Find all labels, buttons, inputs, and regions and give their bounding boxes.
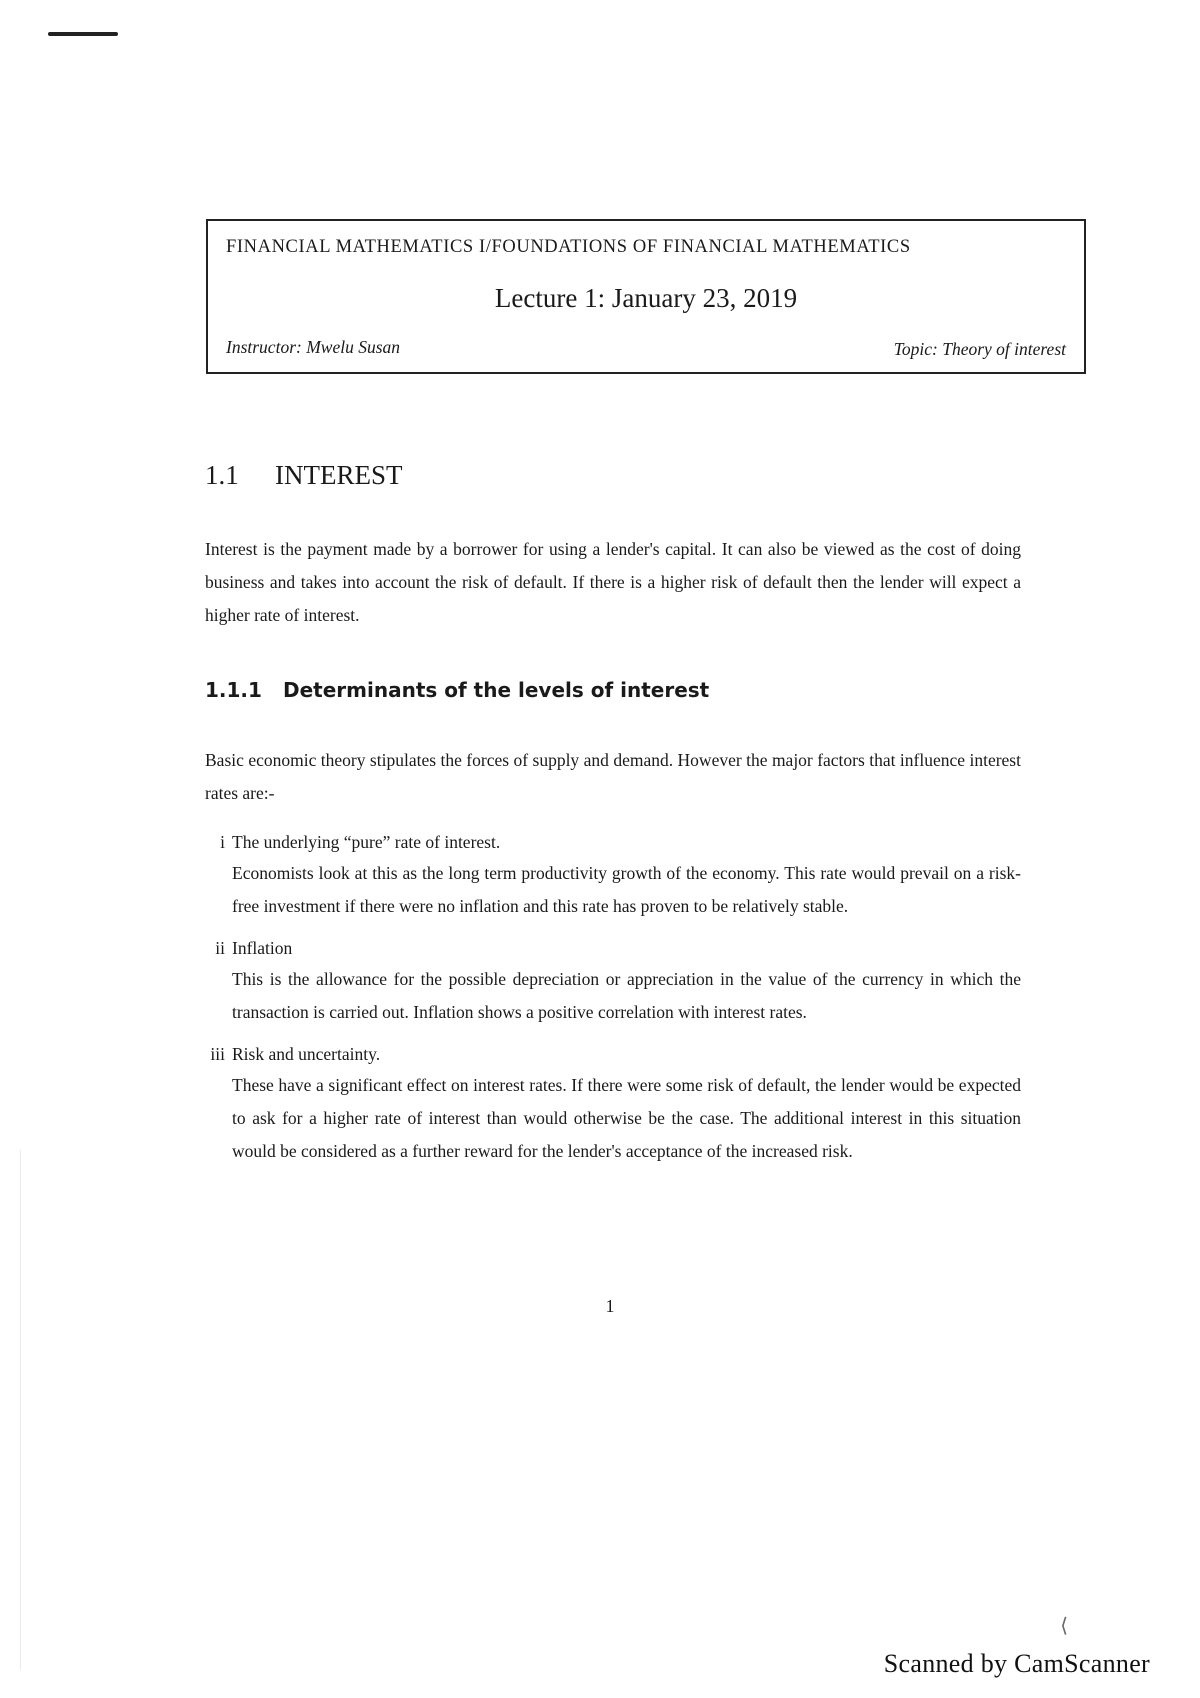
topic-label: Topic: Theory of interest	[893, 339, 1066, 359]
page-number: 1	[605, 1296, 615, 1316]
determinants-list	[205, 827, 1021, 1178]
scanner-watermark: Scanned by CamScanner	[883, 1649, 1150, 1678]
list-item-heading	[205, 827, 1021, 857]
list-item-body: This is the allowance for the possible depreciation or appreciation in the value of the currency in which the transaction is carried out. Inflation shows a positive correlation with interest rates.	[232, 969, 1021, 1022]
scan-edge-shadow	[20, 1150, 21, 1670]
scan-artifact-glyph: ⟨	[1060, 1615, 1068, 1637]
list-item	[205, 933, 1021, 1029]
list-item-title: The underlying “pure” rate of interest.	[232, 832, 501, 852]
interest-definition-paragraph: Interest is the payment made by a borrower for using a lender's capital. It can also be viewed as the cost of doing business and takes into account the risk of default. If there is a higher risk of default then the lender will expect a higher rate of interest.	[205, 539, 1021, 625]
instructor-label: Instructor: Mwelu Susan	[226, 337, 401, 357]
list-item-numeral: i	[220, 832, 225, 852]
list-item-numeral: ii	[215, 938, 225, 958]
section-number: 1.1	[205, 460, 239, 490]
course-title: FINANCIAL MATHEMATICS I/FOUNDATIONS OF FINANCIAL MATHEMATICS	[226, 237, 911, 257]
list-item-title: Inflation	[232, 938, 293, 958]
section-title: INTEREST	[275, 460, 403, 490]
list-item	[205, 827, 1021, 923]
list-item-numeral: iii	[210, 1044, 225, 1064]
list-item-title: Risk and uncertainty.	[232, 1044, 381, 1064]
list-item-heading	[205, 933, 1021, 963]
lecture-header-box	[206, 219, 1086, 374]
subsection-heading	[205, 678, 709, 702]
determinants-intro-paragraph: Basic economic theory stipulates the forces of supply and demand. However the major factors that influence interest rates are:-	[205, 750, 1021, 803]
list-item	[205, 1039, 1021, 1168]
subsection-title: Determinants of the levels of interest	[283, 678, 710, 702]
list-item-body: Economists look at this as the long term productivity growth of the economy. This rate would prevail on a risk-free investment if there were no inflation and this rate has proven to be relatively stable.	[232, 863, 1021, 916]
list-item-body: These have a significant effect on interest rates. If there were some risk of default, the lender would be expected to ask for a higher rate of interest than would otherwise be the case. The additional interest in this situation would be considered as a further reward for the lender's acceptance of the increased risk.	[232, 1075, 1021, 1161]
lecture-date-title: Lecture 1: January 23, 2019	[494, 283, 798, 313]
list-item-heading	[205, 1039, 1021, 1069]
subsection-number: 1.1.1	[205, 678, 262, 702]
scan-artifact-mark	[48, 32, 118, 36]
section-heading	[205, 460, 403, 491]
